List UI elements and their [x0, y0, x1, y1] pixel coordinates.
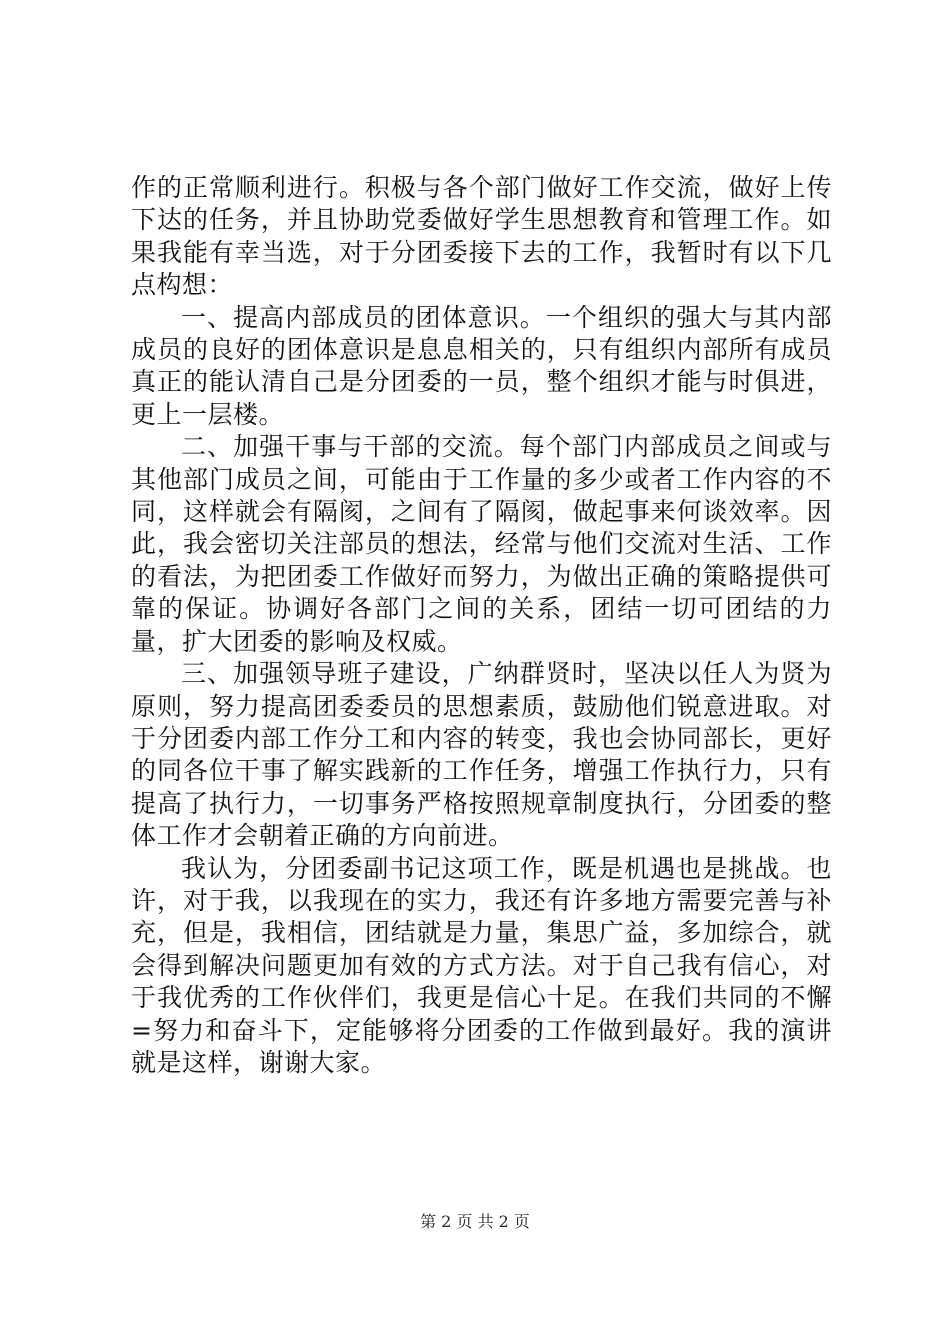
paragraph-point-two: 二、加强干事与干部的交流。每个部门内部成员之间或与其他部门成员之间，可能由于工作量的多少或者工作内容的不同，这样就会有隔阂，之间有了隔阂，做起事来何谈效率。因此，我会密切关注部员的想法，经常与他们交流对生活、工作的看法，为把团委工作做好而努力，为做出正确的策略提供可靠的保证。协调好各部门之间的关系，团结一切可团结的力量，扩大团委的影响及权威。: [131, 432, 832, 656]
paragraph-point-three: 三、加强领导班子建设，广纳群贤时，坚决以任人为贤为原则，努力提高团委委员的思想素质，鼓励他们锐意进取。对于分团委内部工作分工和内容的转变，我也会协同部长，更好的同各位干事了解实践新的工作任务，增强工作执行力，只有提高了执行力，一切事务严格按照规章制度执行，分团委的整体工作才会朝着正确的方向前进。: [131, 659, 832, 851]
page-number-footer: 第 2 页 共 2 页: [420, 1212, 530, 1231]
paragraph-point-one: 一、提高内部成员的团体意识。一个组织的强大与其内部成员的良好的团体意识是息息相关的，只有组织内部所有成员真正的能认清自己是分团委的一员，整个组织才能与时俱进，更上一层楼。: [131, 302, 832, 429]
paragraph-continuation: 作的正常顺利进行。积极与各个部门做好工作交流，做好上传下达的任务，并且协助党委做好学生思想教育和管理工作。如果我能有幸当选，对于分团委接下去的工作，我暂时有以下几点构想：: [131, 173, 832, 300]
document-body: [131, 172, 832, 1079]
paragraph-conclusion: 我认为，分团委副书记这项工作，既是机遇也是挑战。也许，对于我，以我现在的实力，我还有许多地方需要完善与补充，但是，我相信，团结就是力量，集思广益，多加综合，就会得到解决问题更加有效的方式方法。对于自己我有信心，对于我优秀的工作伙伴们，我更是信心十足。在我们共同的不懈=努力和奋斗下，定能够将分团委的工作做到最好。我的演讲就是这样，谢谢大家。: [131, 853, 832, 1077]
